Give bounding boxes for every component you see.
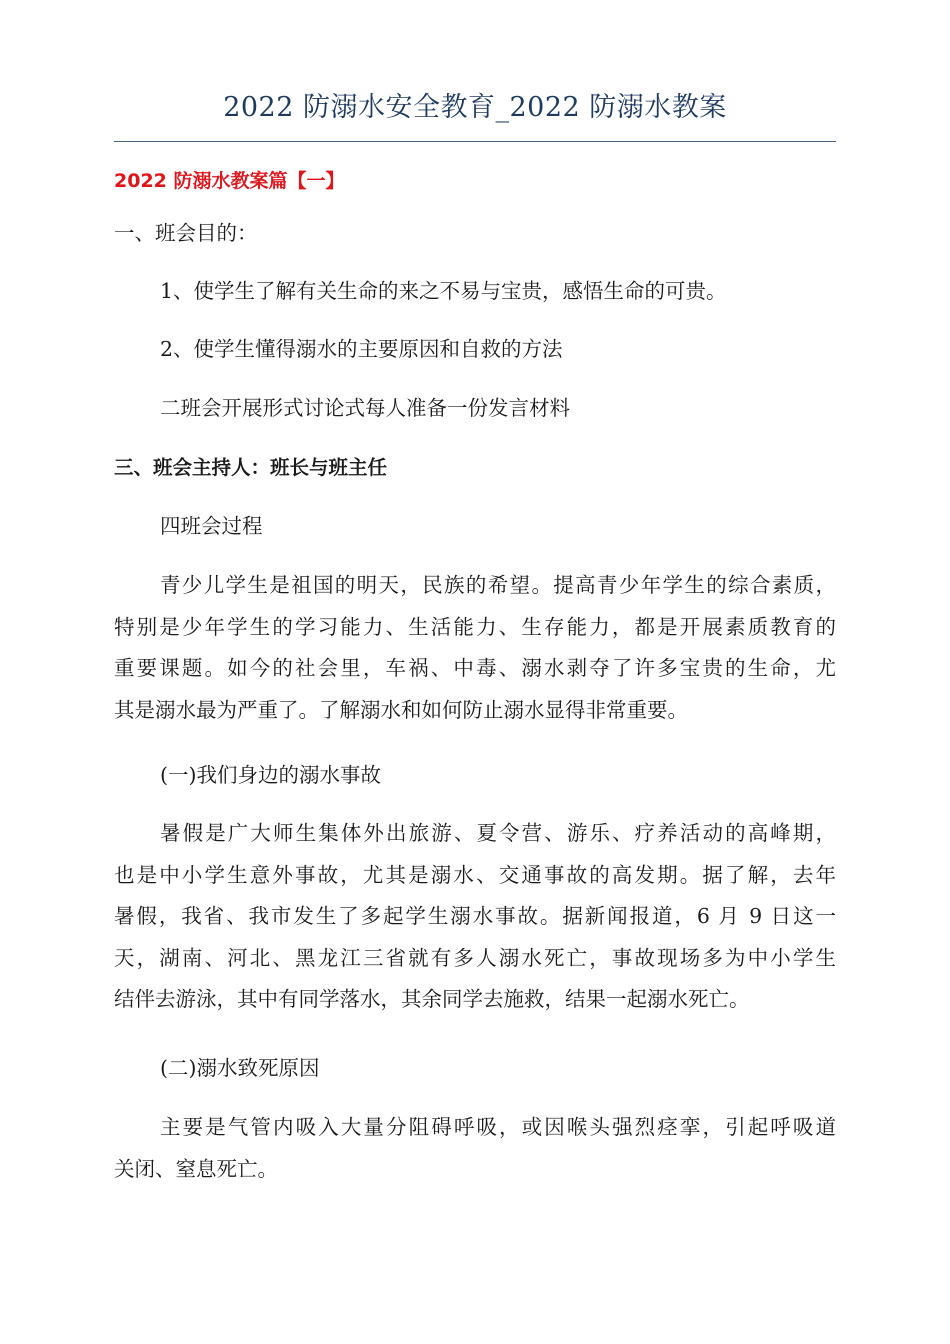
subheading-causes: (二)溺水致死原因 [160,1056,320,1080]
process-heading: 四班会过程 [160,514,263,538]
format-line: 二班会开展形式讨论式每人准备一份发言材料 [160,396,570,420]
paragraph-line: 青少儿学生是祖国的明天，民族的希望。提高青少年学生的综合素质， [160,573,836,597]
paragraph-line: 关闭、窒息死亡。 [114,1156,278,1181]
causes-paragraph [114,1107,836,1190]
paragraph-line: 主要是气管内吸入大量分阻碍呼吸，或因喉头强烈痉挛，引起呼吸道 [160,1115,836,1139]
purpose-item-2: 2、使学生懂得溺水的主要原因和自救的方法 [160,337,563,361]
subheading-accidents: (一)我们身边的溺水事故 [160,763,381,787]
paragraph-line: 暑假是广大师生集体外出旅游、夏令营、游乐、疗养活动的高峰期， [160,821,836,845]
paragraph-line: 也是中小学生意外事故，尤其是溺水、交通事故的高发期。据了解，去年 [114,862,836,887]
purpose-heading: 一、班会目的： [114,221,258,245]
title-divider [114,141,836,142]
paragraph-line: 特别是少年学生的学习能力、生活能力、生存能力，都是开展素质教育的 [114,614,836,639]
paragraph-line: 天，湖南、河北、黑龙江三省就有多人溺水死亡，事故现场多为中小学生 [114,945,836,970]
section-heading: 2022 防溺水教案篇【一】 [114,170,345,192]
paragraph-line: 重要课题。如今的社会里，车祸、中毒、溺水剥夺了许多宝贵的生命，尤 [114,656,836,680]
host-heading: 三、班会主持人：班长与班主任 [114,456,388,479]
paragraph-line: 暑假，我省、我市发生了多起学生溺水事故。据新闻报道，6 月 9 日这一 [114,904,836,928]
paragraph-line: 结伴去游泳，其中有同学落水，其余同学去施救，结果一起溺水死亡。 [114,987,750,1011]
document-title: 2022 防溺水安全教育_2022 防溺水教案 [223,92,727,123]
purpose-item-1: 1、使学生了解有关生命的来之不易与宝贵，感悟生命的可贵。 [160,279,727,303]
accidents-paragraph [114,813,836,1021]
intro-paragraph [114,565,836,731]
paragraph-line: 其是溺水最为严重了。了解溺水和如何防止溺水显得非常重要。 [114,697,688,722]
